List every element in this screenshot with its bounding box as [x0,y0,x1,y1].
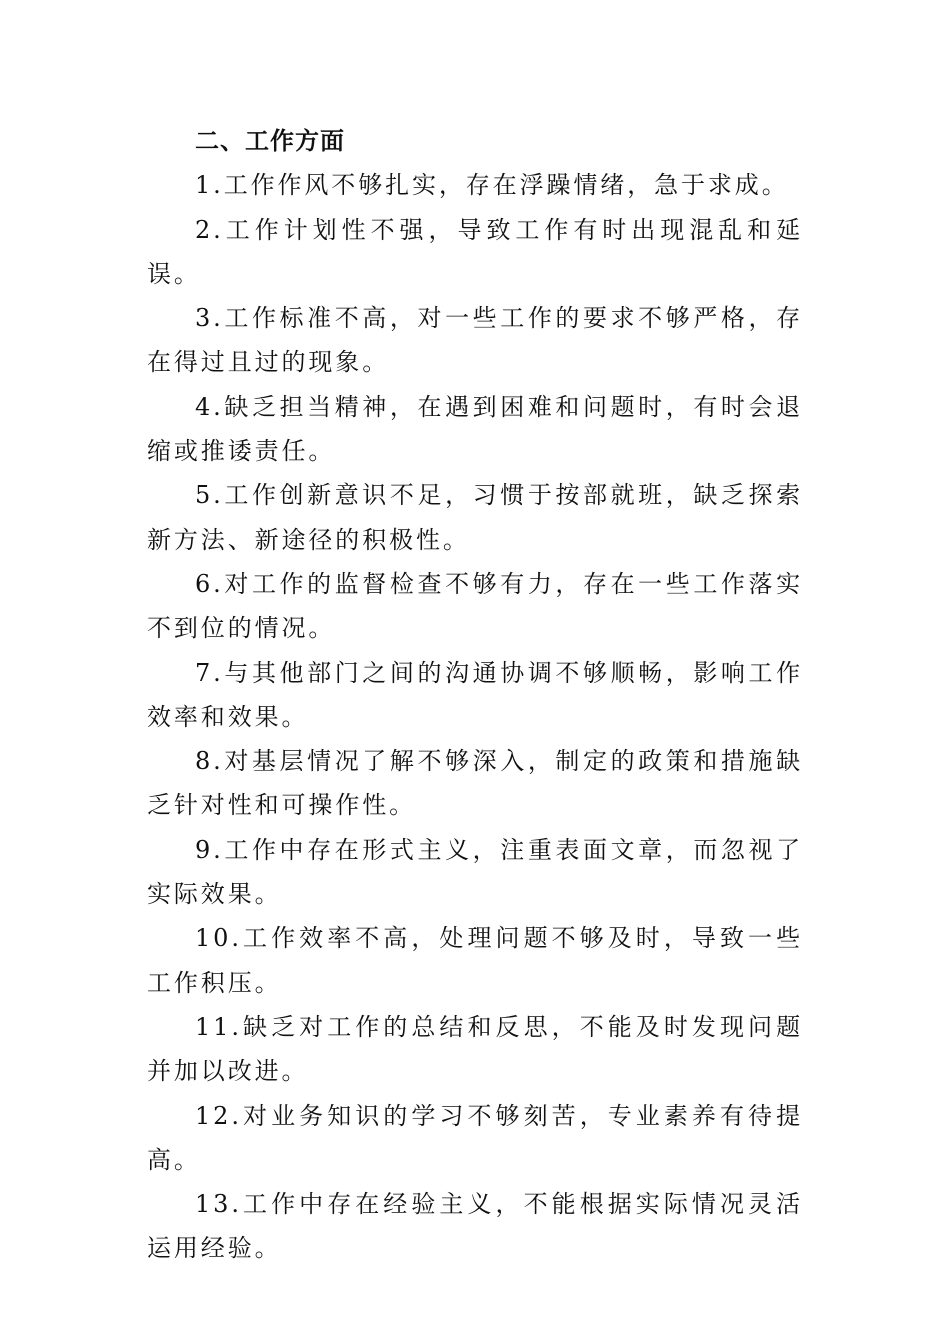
list-item-1: 1.工作作风不够扎实，存在浮躁情绪，急于求成。 [195,171,789,200]
list-item-3: 3.工作标准不高，对一些工作的要求不够严格，存在得过且过的现象。 [147,304,803,377]
list-item-12: 12.对业务知识的学习不够刻苦，专业素养有待提高。 [147,1101,803,1174]
list-item-4: 4.缺乏担当精神，在遇到困难和问题时，有时会退缩或推诿责任。 [147,392,803,466]
list-item-7: 7.与其他部门之间的沟通协调不够顺畅，影响工作效率和效果。 [147,658,803,731]
list-item-10: 10.工作效率不高，处理问题不够及时，导致一些工作积压。 [147,924,803,997]
list-item-2: 2.工作计划性不强，导致工作有时出现混乱和延误。 [147,215,803,288]
list-item-11: 11.缺乏对工作的总结和反思，不能及时发现问题并加以改进。 [147,1012,803,1086]
list-item-5: 5.工作创新意识不足，习惯于按部就班，缺乏探索新方法、新途径的积极性。 [147,481,803,554]
list-item-9: 9.工作中存在形式主义，注重表面文章，而忽视了实际效果。 [147,835,803,909]
list-item-8: 8.对基层情况了解不够深入，制定的政策和措施缺乏针对性和可操作性。 [147,747,803,820]
list-item-6: 6.对工作的监督检查不够有力，存在一些工作落实不到位的情况。 [147,569,803,643]
list-item-13: 13.工作中存在经验主义，不能根据实际情况灵活运用经验。 [147,1190,803,1263]
section-heading: 二、工作方面 [195,127,345,155]
document-body [147,119,803,1271]
